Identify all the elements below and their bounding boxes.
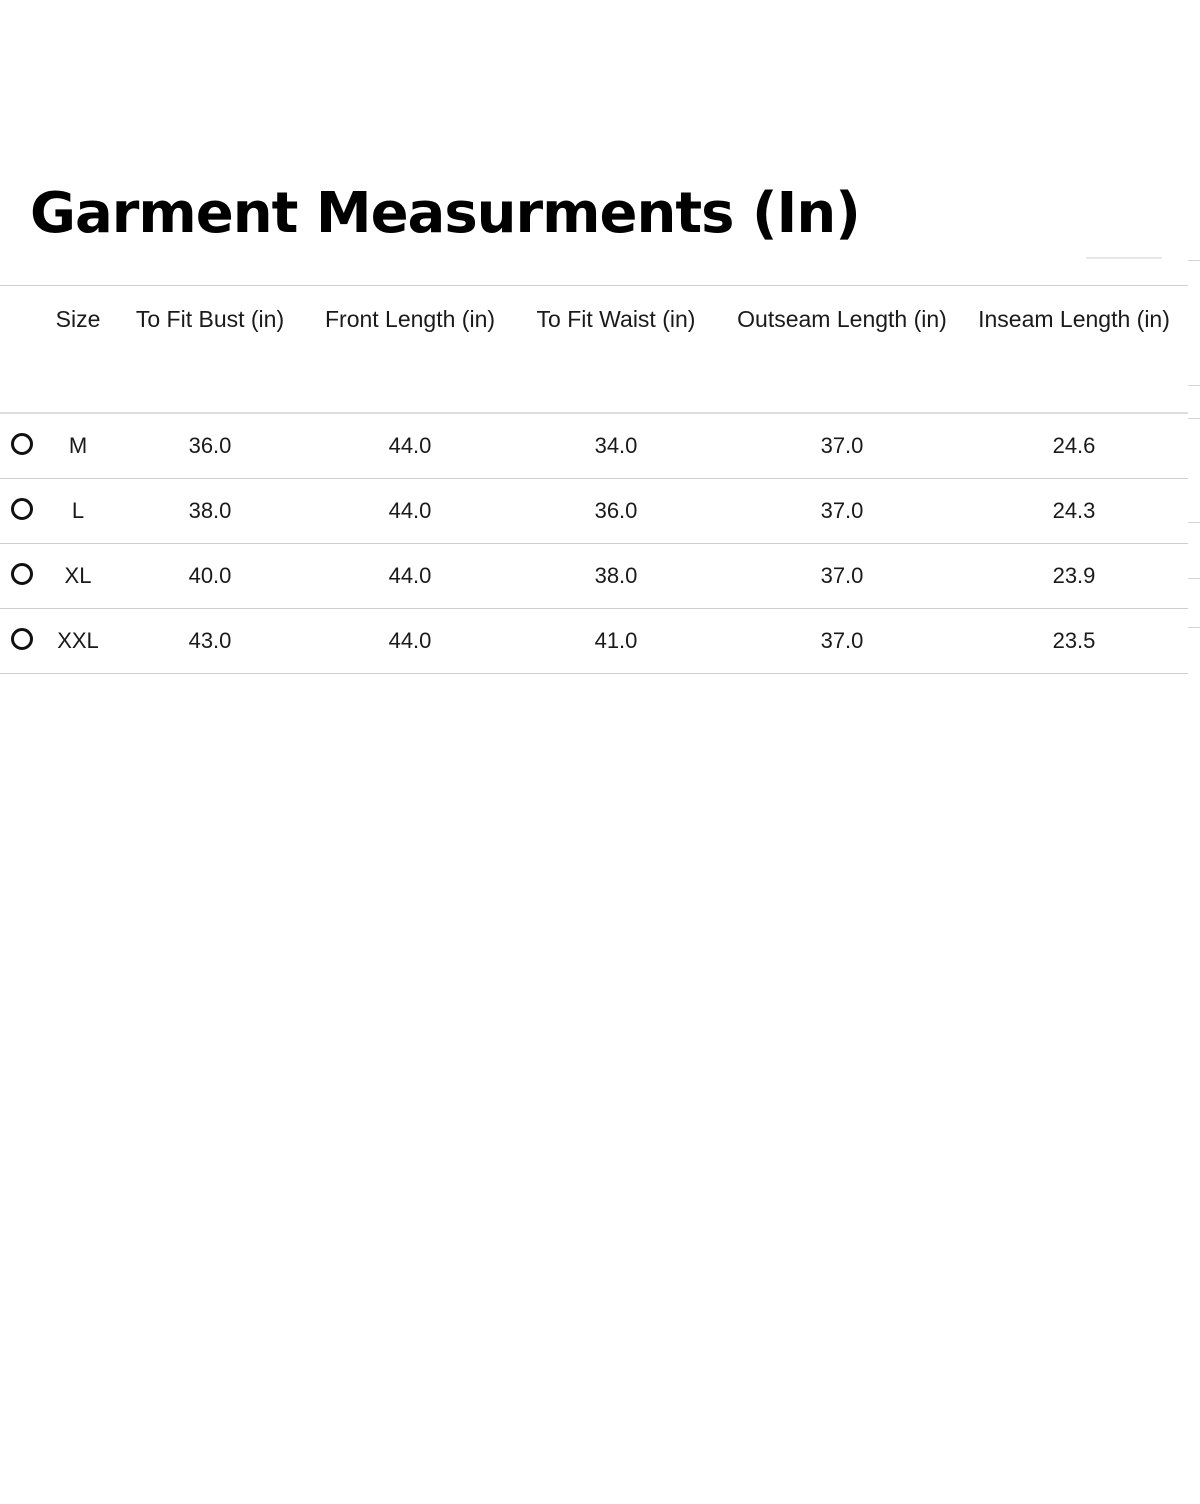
table-row[interactable] — [0, 544, 1188, 609]
edge-mark — [1188, 418, 1200, 419]
scroll-tab-decoration — [1086, 257, 1162, 259]
outseam-cell: 37.0 — [724, 479, 960, 544]
table-row[interactable] — [0, 609, 1188, 674]
bust-cell: 43.0 — [108, 609, 312, 674]
edge-mark — [1188, 260, 1200, 261]
header-inseam: Inseam Length (in) — [960, 286, 1188, 413]
size-select-cell[interactable] — [0, 479, 48, 544]
size-cell: M — [48, 413, 108, 479]
size-select-cell[interactable] — [0, 609, 48, 674]
size-chart-table — [0, 286, 1188, 674]
inseam-cell: 23.9 — [960, 544, 1188, 609]
size-select-cell[interactable] — [0, 413, 48, 479]
header-radio-spacer — [0, 286, 48, 413]
header-size: Size — [48, 286, 108, 413]
size-cell: XXL — [48, 609, 108, 674]
outseam-cell: 37.0 — [724, 609, 960, 674]
table-header-row — [0, 286, 1188, 413]
header-outseam: Outseam Length (in) — [724, 286, 960, 413]
table-row[interactable] — [0, 479, 1188, 544]
bust-cell: 36.0 — [108, 413, 312, 479]
bust-cell: 38.0 — [108, 479, 312, 544]
header-bust: To Fit Bust (in) — [108, 286, 312, 413]
edge-mark — [1188, 578, 1200, 579]
header-front-length: Front Length (in) — [312, 286, 508, 413]
edge-mark — [1188, 627, 1200, 628]
inseam-cell: 24.6 — [960, 413, 1188, 479]
radio-button-unchecked-icon[interactable] — [11, 498, 33, 520]
edge-mark — [1188, 385, 1200, 386]
bust-cell: 40.0 — [108, 544, 312, 609]
header-waist: To Fit Waist (in) — [508, 286, 724, 413]
page-title: Garment Measurments (In) — [30, 181, 860, 246]
size-select-cell[interactable] — [0, 544, 48, 609]
size-cell: L — [48, 479, 108, 544]
waist-cell: 36.0 — [508, 479, 724, 544]
waist-cell: 34.0 — [508, 413, 724, 479]
size-cell: XL — [48, 544, 108, 609]
outseam-cell: 37.0 — [724, 544, 960, 609]
front-length-cell: 44.0 — [312, 609, 508, 674]
inseam-cell: 24.3 — [960, 479, 1188, 544]
edge-mark — [1188, 522, 1200, 523]
front-length-cell: 44.0 — [312, 413, 508, 479]
waist-cell: 41.0 — [508, 609, 724, 674]
radio-button-unchecked-icon[interactable] — [11, 563, 33, 585]
radio-button-unchecked-icon[interactable] — [11, 628, 33, 650]
radio-button-unchecked-icon[interactable] — [11, 433, 33, 455]
table-row[interactable] — [0, 413, 1188, 479]
outseam-cell: 37.0 — [724, 413, 960, 479]
inseam-cell: 23.5 — [960, 609, 1188, 674]
waist-cell: 38.0 — [508, 544, 724, 609]
front-length-cell: 44.0 — [312, 479, 508, 544]
front-length-cell: 44.0 — [312, 544, 508, 609]
